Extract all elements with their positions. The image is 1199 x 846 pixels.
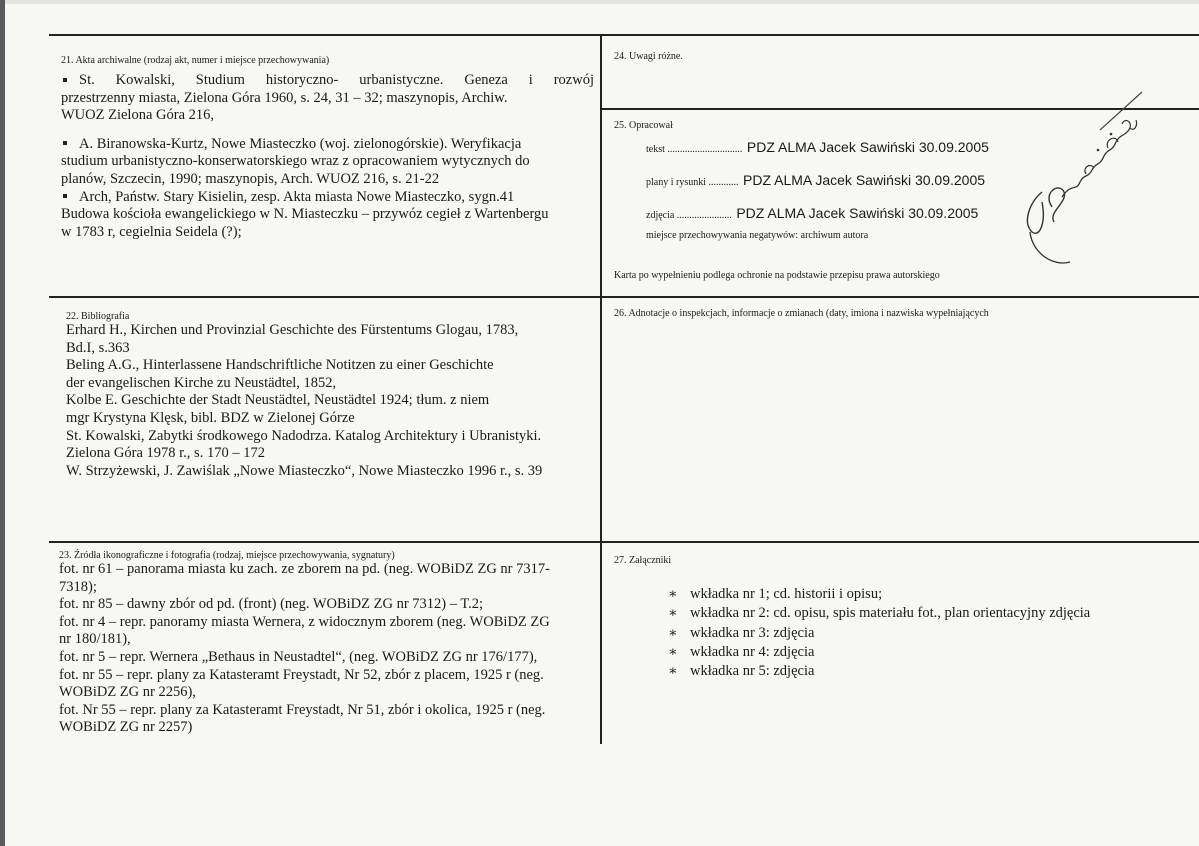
archival-record-item <box>61 189 594 242</box>
bibliography-line: Kolbe E. Geschichte der Stadt Neustädtel, Neustädtel 1924; tłum. z niem <box>66 392 490 409</box>
record-line: Budowa kościoła ewangelickiego w N. Miasteczku – przywóz cegieł z Wartenbergu <box>61 206 549 223</box>
section-21-label: 21. Akta archiwalne (rodzaj akt, numer i miejsce przechowywania) <box>61 55 330 66</box>
section-21-archival-records <box>61 54 594 241</box>
section-26-label: 26. Adnotacje o inspekcjach, informacje o zmianach (daty, imiona i nazwiska wypełniających <box>614 308 989 319</box>
bibliography-list <box>66 322 596 480</box>
prepared-row-plans <box>646 172 985 188</box>
top-border <box>49 34 1199 36</box>
photo-entry-line: fot. nr 4 – repr. panoramy miasta Wernera, z widocznym zborem (neg. WOBiDZ ZG <box>59 613 550 630</box>
bibliography-line: Erhard H., Kirchen und Provinzial Geschichte des Fürstentums Glogau, 1783, <box>66 322 519 338</box>
scan-edge-left <box>0 0 5 846</box>
record-line: Arch, Państw. Stary Kisielin, zesp. Akta miasta Nowe Miasteczko, sygn.41 <box>79 188 515 205</box>
row-divider-1 <box>49 296 1199 298</box>
attachments-list <box>668 585 1194 681</box>
photo-entry-line: fot. nr 55 – repr. plany za Katasteramt Freystadt, Nr 52, zbór z placem, 1925 r (neg. <box>59 666 544 683</box>
prepared-row-label: plany i rysunki ............ <box>646 177 739 188</box>
photo-entry-line: fot. nr 5 – repr. Wernera „Bethaus in Neustadtel“, (neg. WOBiDZ ZG nr 176/177), <box>59 648 538 665</box>
bibliography-line: mgr Krystyna Klęsk, bibl. BDZ w Zielonej Górze <box>66 409 355 426</box>
negatives-location: miejsce przechowywania negatywów: archiwum autora <box>646 230 869 241</box>
photo-entry-line: WOBiDZ ZG nr 2257) <box>59 719 193 736</box>
archival-record-item <box>61 72 594 125</box>
asterisk-icon: ∗ <box>668 606 678 622</box>
attachment-item: ∗ wkładka nr 5: zdjęcia <box>668 662 1194 681</box>
section-27-label: 27. Załączniki <box>614 555 672 566</box>
section-22-bibliography <box>66 310 596 480</box>
record-line: A. Biranowska-Kurtz, Nowe Miasteczko (woj. zielonogórskie). Weryfikacja <box>79 135 522 152</box>
row-divider-2 <box>49 541 1199 543</box>
photo-entry-line: fot. Nr 55 – repr. plany za Katasteramt Freystadt, Nr 51, zbór i okolica, 1925 r (neg. <box>59 701 546 718</box>
photo-entry-line: 7318); <box>59 578 97 595</box>
photo-entry-line: WOBiDZ ZG nr 2256), <box>59 684 196 701</box>
bibliography-line: St. Kowalski, Zabytki środkowego Nadodrza. Katalog Architektury i Ubranistyki. <box>66 427 542 444</box>
attachment-item: ∗ wkładka nr 3: zdjęcia <box>668 624 1194 643</box>
copyright-note: Karta po wypełnieniu podlega ochronie na podstawie przepisu prawa autorskiego <box>614 270 940 281</box>
archival-record-item <box>61 136 594 189</box>
record-line: St. Kowalski, Studium historyczno- urbanistyczne. Geneza i rozwój <box>79 72 594 88</box>
record-line: planów, Szczecin, 1990; maszynopis, Arch. WUOZ 216, s. 21-22 <box>61 170 440 187</box>
record-line: studium urbanistyczno-konserwatorskiego wraz z opracowaniem wytycznych do <box>61 153 530 170</box>
handwritten-signature <box>1012 82 1152 282</box>
attachment-item: ∗ wkładka nr 1; cd. historii i opisu; <box>668 585 1194 604</box>
asterisk-icon: ∗ <box>668 625 678 641</box>
section-23-label: 23. Źródła ikonograficzne i fotografia (rodzaj, miejsce przechowywania, sygnatury) <box>59 550 395 561</box>
section-23-iconographic-sources <box>59 549 599 737</box>
bullet-icon <box>63 141 67 145</box>
prepared-row-label: zdjęcia ...................... <box>646 210 732 221</box>
attachment-item: ∗ wkładka nr 2: cd. opisu, spis materiału fot., plan orientacyjny zdjęcia <box>668 604 1194 623</box>
record-line: WUOZ Zielona Góra 216, <box>61 107 215 124</box>
bibliography-line: Beling A.G., Hinterlassene Handschriftliche Notitzen zu einer Geschichte <box>66 357 494 374</box>
section-22-label: 22. Bibliografia <box>66 311 130 322</box>
iconographic-list <box>59 561 599 737</box>
section-24-label: 24. Uwagi różne. <box>614 51 683 62</box>
bullet-icon <box>63 78 67 82</box>
asterisk-icon: ∗ <box>668 587 678 602</box>
photo-entry-line: nr 180/181), <box>59 631 131 648</box>
scan-edge-top <box>0 0 1199 4</box>
prepared-row-text <box>646 139 989 155</box>
section-24-remarks <box>614 50 683 63</box>
bibliography-line: Zielona Góra 1978 r., s. 170 – 172 <box>66 445 265 462</box>
archival-records-list <box>61 72 594 241</box>
photo-entry-line: fot. nr 61 – panorama miasta ku zach. ze zborem na pd. (neg. WOBiDZ ZG nr 7317- <box>59 561 550 577</box>
prepared-row-label: tekst .............................. <box>646 144 743 155</box>
section-27-attachments <box>614 554 1194 681</box>
prepared-row-value: PDZ ALMA Jacek Sawiński 30.09.2005 <box>746 139 989 155</box>
prepared-row-photos <box>646 205 978 221</box>
bullet-icon <box>63 194 67 198</box>
center-divider <box>600 36 602 744</box>
section-26-annotations <box>614 307 989 320</box>
record-line: w 1783 r, cegielnia Seidela (?); <box>61 223 242 240</box>
prepared-row-value: PDZ ALMA Jacek Sawiński 30.09.2005 <box>743 172 986 188</box>
bibliography-line: Bd.I, s.363 <box>66 339 130 356</box>
photo-entry-line: fot. nr 85 – dawny zbór od pd. (front) (neg. WOBiDZ ZG nr 7312) – T.2; <box>59 596 484 613</box>
bibliography-line: W. Strzyżewski, J. Zawiślak „Nowe Miasteczko“, Nowe Miasteczko 1996 r., s. 39 <box>66 462 543 479</box>
asterisk-icon: ∗ <box>668 664 678 680</box>
prepared-row-value: PDZ ALMA Jacek Sawiński 30.09.2005 <box>736 205 979 221</box>
section-25-label: 25. Opracował <box>614 120 673 131</box>
asterisk-icon: ∗ <box>668 644 678 660</box>
attachment-item: ∗ wkładka nr 4: zdjęcia <box>668 643 1194 662</box>
record-line: przestrzenny miasta, Zielona Góra 1960, s. 24, 31 – 32; maszynopis, Archiw. <box>61 89 508 106</box>
bibliography-line: der evangelischen Kirche zu Neustädtel, 1852, <box>66 374 337 391</box>
